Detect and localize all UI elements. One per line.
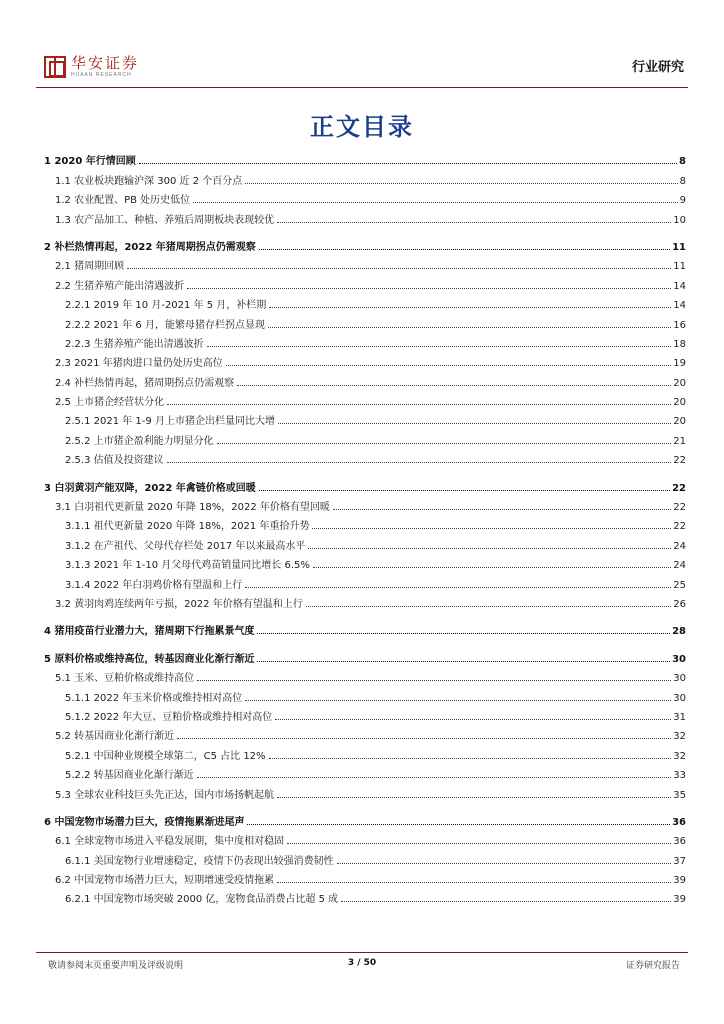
toc-dot-leader <box>247 824 670 825</box>
toc-dot-leader <box>269 307 671 308</box>
toc-entry[interactable] <box>44 292 686 311</box>
toc-entry-title: 2.5.2 上市猪企盈利能力明显分化 <box>65 435 214 447</box>
toc-dot-leader <box>167 404 671 405</box>
toc-dot-leader <box>245 183 677 184</box>
toc-entry-page: 19 <box>673 358 686 370</box>
toc-entry[interactable] <box>44 665 686 684</box>
table-of-contents <box>44 148 686 905</box>
toc-dot-leader <box>177 738 671 739</box>
page-number: 3 / 50 <box>347 958 377 968</box>
toc-entry-title: 1.3 农产品加工、种植、养殖后周期板块表现较优 <box>55 214 275 226</box>
toc-entry-title: 2 补栏热情再起，2022 年猪周期拐点仍需观察 <box>44 241 256 253</box>
toc-entry-title: 3.1.2 在产祖代、父母代存栏处 2017 年以来最高水平 <box>65 540 306 552</box>
toc-dot-leader <box>197 777 672 778</box>
toc-entry-page: 9 <box>679 195 686 207</box>
toc-dot-leader <box>259 249 670 250</box>
toc-entry-title: 3.2 黄羽肉鸡连续两年亏损，2022 年价格有望温和上行 <box>55 598 303 610</box>
toc-dot-leader <box>257 661 670 662</box>
toc-entry-title: 5.1.2 2022 年大豆、豆粕价格或维持相对高位 <box>65 711 273 723</box>
toc-entry[interactable] <box>44 350 686 369</box>
toc-entry-page: 28 <box>672 626 686 638</box>
toc-entry-page: 22 <box>673 521 686 533</box>
toc-entry-page: 39 <box>673 894 686 906</box>
toc-dot-leader <box>275 719 671 720</box>
toc-entry-page: 14 <box>673 280 686 292</box>
toc-entry[interactable] <box>44 148 686 167</box>
toc-entry-title: 2.4 补栏热情再起，猪周期拐点仍需观察 <box>55 377 235 389</box>
toc-entry-title: 3 白羽黄羽产能双降，2022 年禽链价格或回暖 <box>44 482 256 494</box>
toc-entry-page: 30 <box>673 692 686 704</box>
toc-dot-leader <box>308 548 671 549</box>
toc-entry-page: 14 <box>673 300 686 312</box>
toc-entry-title: 6.2 中国宠物市场潜力巨大，短期增速受疫情拖累 <box>55 875 275 887</box>
toc-dot-leader <box>245 700 671 701</box>
toc-entry[interactable] <box>44 167 686 186</box>
toc-entry-page: 26 <box>673 598 686 610</box>
toc-entry-title: 5.1 玉米、豆粕价格或维持高位 <box>55 673 195 685</box>
toc-dot-leader <box>313 567 671 568</box>
toc-entry-title: 6.1.1 美国宠物行业增速稳定，疫情下仍表现出较强消费韧性 <box>65 855 334 867</box>
toc-entry[interactable] <box>44 234 686 253</box>
toc-entry-page: 22 <box>673 455 686 467</box>
toc-entry-title: 1.2 农业配置、PB 处历史低位 <box>55 195 191 207</box>
toc-entry-title: 5.2 转基因商业化渐行渐近 <box>55 731 175 743</box>
toc-dot-leader <box>259 490 670 491</box>
toc-dot-leader <box>257 633 670 634</box>
toc-entry-title: 5 原料价格或维持高位，转基因商业化渐行渐近 <box>44 653 255 665</box>
toc-entry[interactable] <box>44 369 686 388</box>
company-logo <box>44 54 139 79</box>
toc-entry[interactable] <box>44 723 686 742</box>
toc-entry[interactable] <box>44 828 686 847</box>
toc-entry-page: 31 <box>673 711 686 723</box>
logo-seal-icon <box>44 56 66 78</box>
toc-entry-page: 24 <box>673 540 686 552</box>
toc-entry-title: 1 2020 年行情回顾 <box>44 156 136 168</box>
toc-dot-leader <box>226 365 672 366</box>
toc-dot-leader <box>278 423 671 424</box>
toc-dot-leader <box>245 587 671 588</box>
toc-entry[interactable] <box>44 187 686 206</box>
toc-entry-page: 20 <box>673 397 686 409</box>
page-title: 正文目录 <box>310 113 414 141</box>
toc-entry-title: 2.2 生猪养殖产能出清遇波折 <box>55 280 185 292</box>
toc-entry[interactable] <box>44 408 686 427</box>
toc-entry[interactable] <box>44 571 686 590</box>
toc-dot-leader <box>167 462 672 463</box>
toc-entry[interactable] <box>44 591 686 610</box>
toc-entry[interactable] <box>44 704 686 723</box>
toc-entry[interactable] <box>44 253 686 272</box>
toc-entry-title: 4 猪用疫苗行业潜力大，猪周期下行拖累景气度 <box>44 626 255 638</box>
toc-entry-title: 2.5.3 估值及投资建议 <box>65 455 164 467</box>
toc-entry[interactable] <box>44 272 686 291</box>
logo-name-cn: 华安证券 <box>71 54 140 72</box>
toc-entry[interactable] <box>44 389 686 408</box>
toc-entry-title: 3.1 白羽祖代更新量 2020 年降 18%，2022 年价格有望回暖 <box>55 502 330 514</box>
toc-entry-title: 3.1.3 2021 年 1-10 月父母代鸡苗销量同比增长 6.5% <box>65 560 310 572</box>
toc-entry[interactable] <box>44 781 686 800</box>
toc-entry-title: 2.5.1 2021 年 1-9 月上市猪企出栏量同比大增 <box>65 416 275 428</box>
toc-entry[interactable] <box>44 513 686 532</box>
toc-entry-page: 36 <box>672 816 686 828</box>
toc-dot-leader <box>127 268 671 269</box>
toc-dot-leader <box>197 680 671 681</box>
toc-entry-page: 30 <box>672 653 686 665</box>
toc-dot-leader <box>237 385 671 386</box>
toc-entry-title: 3.1.4 2022 年白羽鸡价格有望温和上行 <box>65 579 243 591</box>
toc-entry[interactable] <box>44 427 686 446</box>
toc-dot-leader <box>193 202 677 203</box>
toc-entry-page: 18 <box>673 338 686 350</box>
toc-entry[interactable] <box>44 762 686 781</box>
toc-entry-page: 11 <box>673 261 686 273</box>
toc-entry-page: 21 <box>673 435 686 447</box>
toc-entry-title: 5.2.2 转基因商业化渐行渐近 <box>65 770 194 782</box>
footer-disclaimer: 敬请参阅末页重要声明及评级说明 <box>48 961 184 971</box>
toc-entry[interactable] <box>44 809 686 828</box>
logo-name-en: HUAAN RESEARCH <box>71 72 132 78</box>
toc-dot-leader <box>341 901 671 902</box>
toc-dot-leader <box>207 346 672 347</box>
toc-dot-leader <box>306 606 672 607</box>
toc-entry-page: 30 <box>673 673 686 685</box>
toc-dot-leader <box>337 863 672 864</box>
toc-entry-page: 25 <box>673 579 686 591</box>
toc-entry[interactable] <box>44 847 686 866</box>
toc-entry-title: 1.1 农业板块跑输沪深 300 近 2 个百分点 <box>55 175 243 187</box>
toc-dot-leader <box>217 443 672 444</box>
toc-entry-title: 2.5 上市猪企经营状分化 <box>55 397 165 409</box>
toc-dot-leader <box>139 163 677 164</box>
toc-dot-leader <box>277 882 671 883</box>
toc-dot-leader <box>277 222 671 223</box>
toc-entry[interactable] <box>44 206 686 225</box>
toc-entry-page: 32 <box>673 750 686 762</box>
toc-entry-page: 8 <box>679 156 686 168</box>
toc-entry[interactable] <box>44 532 686 551</box>
toc-entry-title: 6.1 全球宠物市场进入平稳发展期，集中度相对稳固 <box>55 836 285 848</box>
page-header <box>36 52 688 88</box>
toc-dot-leader <box>287 843 671 844</box>
toc-entry-page: 35 <box>673 789 686 801</box>
toc-entry-title: 6.2.1 中国宠物市场突破 2000 亿，宠物食品消费占比超 5 成 <box>65 894 339 906</box>
toc-entry-title: 2.2.2 2021 年 6 月，能繁母猪存栏拐点显现 <box>65 319 265 331</box>
toc-entry[interactable] <box>44 494 686 513</box>
toc-entry-page: 24 <box>673 560 686 572</box>
toc-entry-page: 8 <box>679 175 686 187</box>
toc-entry-page: 37 <box>673 855 686 867</box>
toc-entry-page: 22 <box>673 502 686 514</box>
toc-entry-title: 5.1.1 2022 年玉米价格或维持相对高位 <box>65 692 243 704</box>
toc-entry-title: 6 中国宠物市场潜力巨大，疫情拖累渐进尾声 <box>44 816 245 828</box>
toc-entry[interactable] <box>44 311 686 330</box>
toc-entry-title: 2.2.1 2019 年 10 月-2021 年 5 月，补栏期 <box>65 300 267 312</box>
toc-dot-leader <box>187 288 671 289</box>
toc-entry[interactable] <box>44 684 686 703</box>
toc-entry-title: 2.2.3 生猪养殖产能出清遇波折 <box>65 338 204 350</box>
toc-dot-leader <box>268 327 671 328</box>
toc-dot-leader <box>333 509 671 510</box>
toc-entry[interactable] <box>44 618 686 637</box>
toc-entry-title: 2.1 猪周期回顾 <box>55 261 125 273</box>
toc-entry-title: 5.2.1 中国种业规模全球第二，C5 占比 12% <box>65 750 266 762</box>
toc-entry[interactable] <box>44 331 686 350</box>
toc-entry[interactable] <box>44 886 686 905</box>
toc-entry[interactable] <box>44 552 686 571</box>
report-type-label: 行业研究 <box>631 60 684 75</box>
toc-entry[interactable] <box>44 474 686 493</box>
toc-entry-page: 20 <box>673 377 686 389</box>
toc-entry-page: 32 <box>673 731 686 743</box>
toc-entry-page: 16 <box>673 319 686 331</box>
toc-entry[interactable] <box>44 447 686 466</box>
toc-entry-page: 39 <box>673 875 686 887</box>
toc-entry[interactable] <box>44 867 686 886</box>
toc-entry[interactable] <box>44 645 686 664</box>
page-footer <box>36 952 688 974</box>
toc-entry-page: 33 <box>673 770 686 782</box>
toc-entry-page: 36 <box>673 836 686 848</box>
toc-dot-leader <box>269 758 672 759</box>
toc-entry-page: 10 <box>673 214 686 226</box>
toc-entry-title: 3.1.1 祖代更新量 2020 年降 18%，2021 年重拾升势 <box>65 521 310 533</box>
toc-entry-page: 20 <box>673 416 686 428</box>
toc-entry-title: 5.3 全球农业科技巨头先正达，国内市场扬帆起航 <box>55 789 275 801</box>
toc-entry[interactable] <box>44 742 686 761</box>
toc-entry-page: 22 <box>672 482 686 494</box>
toc-entry-title: 2.3 2021 年猪肉进口量仍处历史高位 <box>55 358 223 370</box>
footer-report-label: 证券研究报告 <box>625 961 680 971</box>
toc-entry-page: 11 <box>672 241 686 253</box>
toc-dot-leader <box>277 797 671 798</box>
toc-dot-leader <box>312 528 671 529</box>
